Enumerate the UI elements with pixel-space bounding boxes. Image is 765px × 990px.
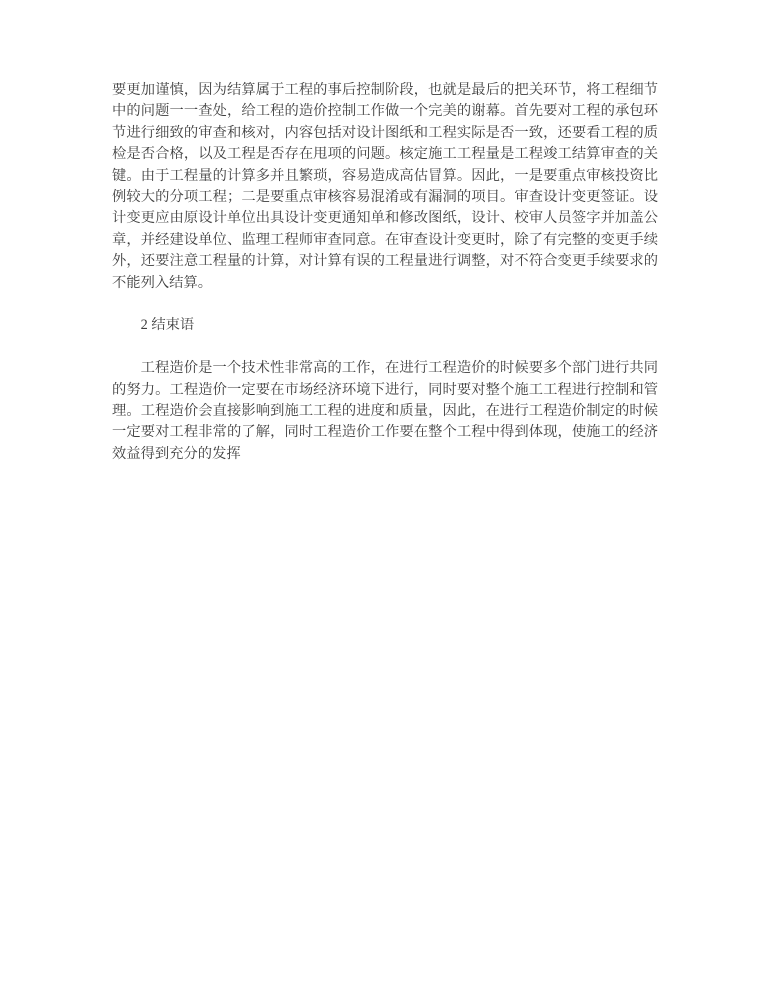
document-content [112,80,658,465]
section-heading-conclusion: 2 结束语 [140,317,195,334]
paragraph-conclusion: 工程造价是一个技术性非常高的工作，在进行工程造价的时候要多个部门进行共同的努力。工程造价一定要在市场经济环境下进行，同时要对整个施工工程进行控制和管理。工程造价会直接影响到施工工程的进度和质量，因此，在进行工程造价制定的时候一定要对工程非常的了解，同时工程造价工作要在整个工程中得到体现，使施工的经济效益得到充分的发挥 [112,360,658,462]
paragraph-settlement-review: 要更加谨慎，因为结算属于工程的事后控制阶段，也就是最后的把关环节，将工程细节中的问题一一查处，给工程的造价控制工作做一个完美的谢幕。首先要对工程的承包环节进行细致的审查和核对，内容包括对设计图纸和工程实际是否一致，还要看工程的质检是否合格，以及工程是否存在甩项的问题。核定施工工程量是工程竣工结算审查的关键。由于工程量的计算多并且繁琐，容易造成高估冒算。因此，一是要重点审核投资比例较大的分项工程；二是要重点审核容易混淆或有漏洞的项目。审查设计变更签证。设计变更应由原设计单位出具设计变更通知单和修改图纸，设计、校审人员签字并加盖公章，并经建设单位、监理工程师审查同意。在审查设计变更时，除了有完整的变更手续外，还要注意工程量的计算，对计算有误的工程量进行调整，对不符合变更手续要求的不能列入结算。 [112,82,658,291]
